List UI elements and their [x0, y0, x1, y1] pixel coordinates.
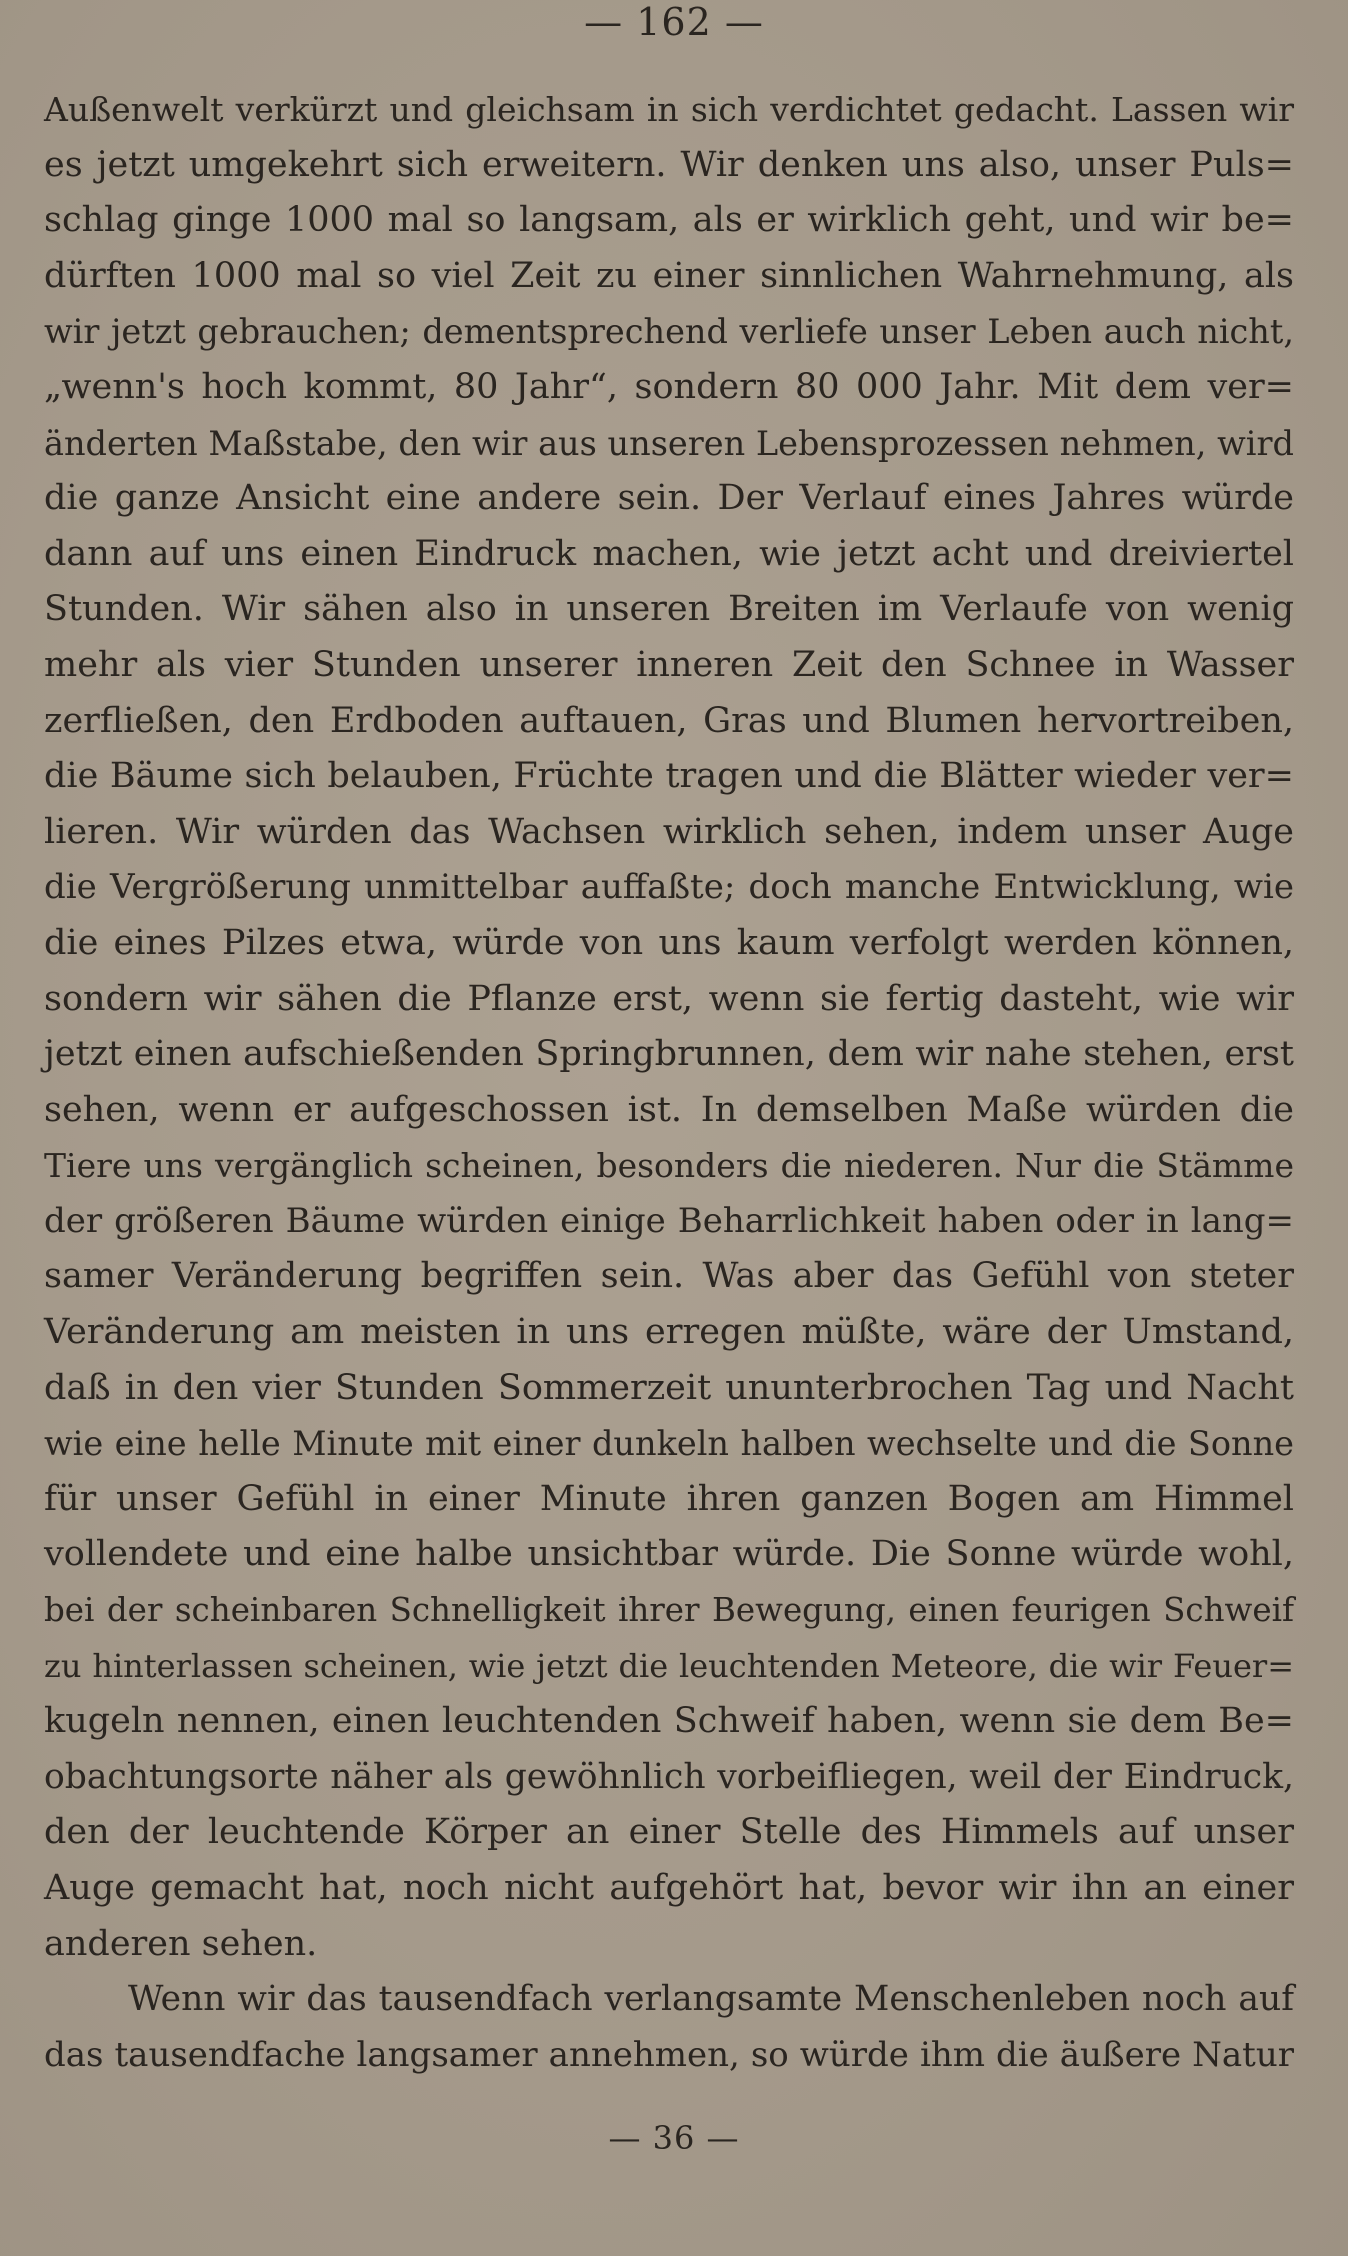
text-line: schlag ginge 1000 mal so langsam, als er wirklich geht, und wir be= — [44, 200, 1294, 241]
text-line: die eines Pilzes etwa, würde von uns kaum verfolgt werden können, — [44, 922, 1294, 963]
text-line: daß in den vier Stunden Sommerzeit ununterbrochen Tag und Nacht — [44, 1367, 1294, 1408]
text-line: samer Veränderung begriffen sein. Was aber das Gefühl von steter — [44, 1256, 1294, 1297]
text-line: änderten Maßstabe, den wir aus unseren Lebensprozessen nehmen, wird — [44, 423, 1294, 463]
text-line: sehen, wenn er aufgeschossen ist. In demselben Maße würden die — [44, 1089, 1294, 1130]
text-line: die Vergrößerung unmittelbar auffaßte; doch manche Entwicklung, wie — [44, 867, 1294, 908]
text-line: lieren. Wir würden das Wachsen wirklich sehen, indem unser Auge — [44, 811, 1294, 852]
text-line: anderen sehen. — [44, 1923, 318, 1964]
page-number-header: — 162 — — [584, 0, 764, 44]
text-line: dürften 1000 mal so viel Zeit zu einer sinnlichen Wahrnehmung, als — [44, 255, 1294, 296]
text-line: wie eine helle Minute mit einer dunkeln halben wechselte und die Sonne — [44, 1424, 1294, 1464]
text-line: zu hinterlassen scheinen, wie jetzt die leuchtenden Meteore, die wir Feuer= — [44, 1646, 1294, 1685]
text-line: Außenwelt verkürzt und gleichsam in sich verdichtet gedacht. Lassen wir — [44, 90, 1294, 129]
text-line: Wenn wir das tausendfach verlangsamte Menschenleben noch auf — [128, 1979, 1294, 2020]
page-number-footer: — 36 — — [608, 2119, 740, 2157]
text-line: jetzt einen aufschießenden Springbrunnen, dem wir nahe stehen, erst — [44, 1034, 1294, 1075]
text-line: Veränderung am meisten in uns erregen müßte, wäre der Umstand, — [44, 1312, 1294, 1353]
text-line: wir jetzt gebrauchen; dementsprechend verliefe unser Leben auch nicht, — [44, 312, 1294, 352]
body-text — [44, 82, 1294, 2083]
text-line: den der leuchtende Körper an einer Stelle des Himmels auf unser — [44, 1812, 1294, 1853]
text-line: die Bäume sich belauben, Früchte tragen und die Blätter wieder ver= — [44, 756, 1294, 797]
text-line: die ganze Ansicht eine andere sein. Der Verlauf eines Jahres würde — [44, 478, 1294, 519]
text-line: das tausendfache langsamer annehmen, so würde ihm die äußere Natur — [44, 2034, 1294, 2075]
text-line: dann auf uns einen Eindruck machen, wie jetzt acht und dreiviertel — [44, 533, 1294, 574]
text-line: „wenn's hoch kommt, 80 Jahr“, sondern 80 000 Jahr. Mit dem ver= — [44, 366, 1294, 407]
text-line: zerfließen, den Erdboden auftauen, Gras und Blumen hervortreiben, — [44, 700, 1294, 741]
text-line: kugeln nennen, einen leuchtenden Schweif haben, wenn sie dem Be= — [44, 1701, 1294, 1742]
text-line: bei der scheinbaren Schnelligkeit ihrer Bewegung, einen feurigen Schweif — [44, 1591, 1294, 1630]
text-line: für unser Gefühl in einer Minute ihren ganzen Bogen am Himmel — [44, 1478, 1294, 1519]
text-line: es jetzt umgekehrt sich erweitern. Wir denken uns also, unser Puls= — [44, 144, 1294, 185]
text-line: der größeren Bäume würden einige Beharrlichkeit haben oder in lang= — [44, 1200, 1294, 1241]
text-line: vollendete und eine halbe unsichtbar würde. Die Sonne würde wohl, — [44, 1534, 1294, 1575]
text-line: Tiere uns vergänglich scheinen, besonders die niederen. Nur die Stämme — [44, 1146, 1294, 1186]
text-line: Stunden. Wir sähen also in unseren Breiten im Verlaufe von wenig — [44, 589, 1294, 630]
text-line: mehr als vier Stunden unserer inneren Zeit den Schnee in Wasser — [44, 644, 1294, 685]
text-line: sondern wir sähen die Pflanze erst, wenn sie fertig dasteht, wie wir — [44, 978, 1294, 1019]
text-line: obachtungsorte näher als gewöhnlich vorbeifliegen, weil der Eindruck, — [44, 1756, 1294, 1797]
text-line: Auge gemacht hat, noch nicht aufgehört hat, bevor wir ihn an einer — [44, 1868, 1294, 1908]
